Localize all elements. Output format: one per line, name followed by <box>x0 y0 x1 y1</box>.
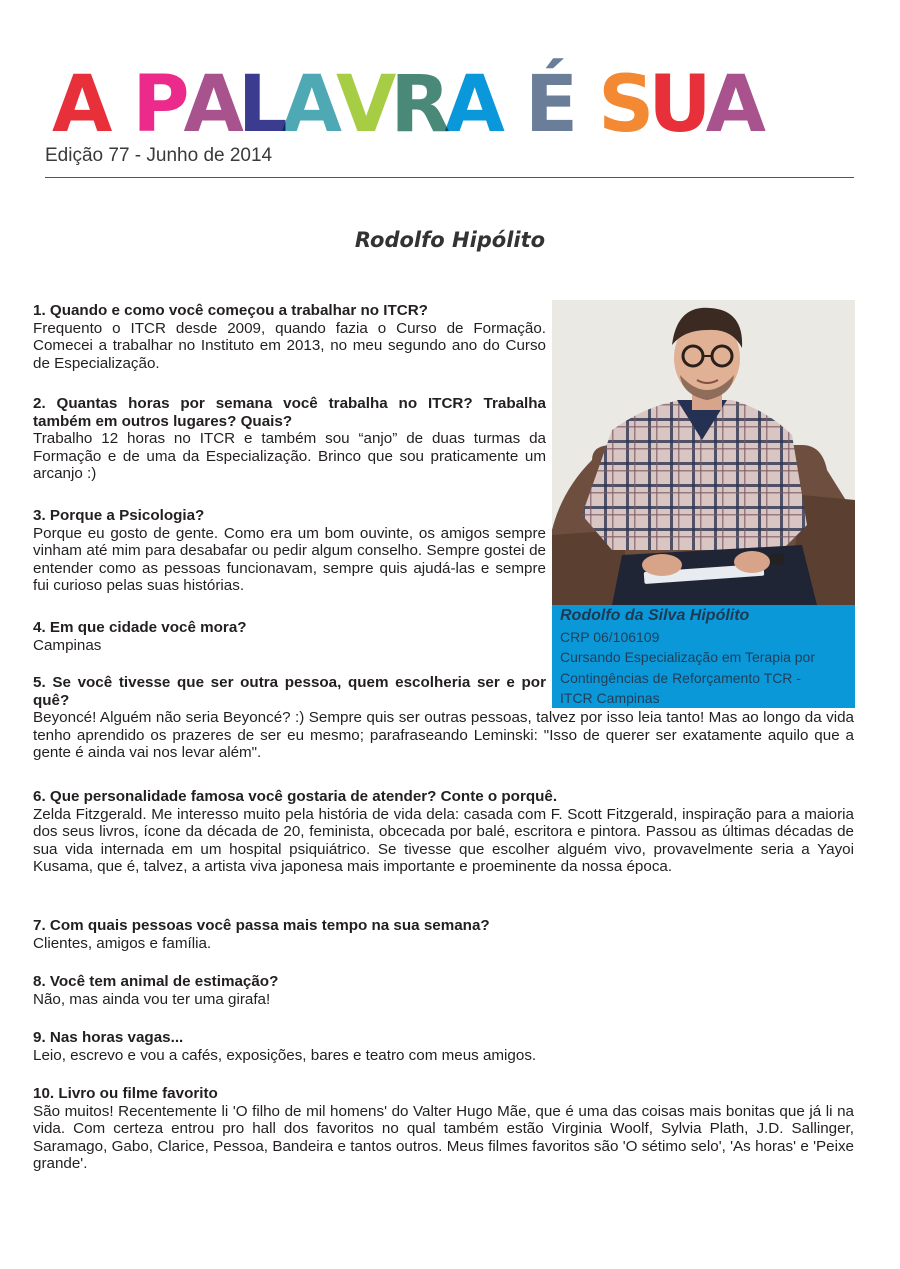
logo-letter: V <box>336 60 391 150</box>
caption-institute: ITCR Campinas <box>560 690 660 706</box>
logo-letter: A <box>444 60 499 150</box>
publication-logo <box>52 60 761 150</box>
logo-letter: R <box>390 60 445 150</box>
qa-item <box>33 1085 854 1173</box>
caption-course-line: Contingências de Reforçamento TCR - <box>560 669 801 686</box>
portrait-photo <box>552 300 855 605</box>
logo-letter: L <box>237 60 282 150</box>
article-title: Rodolfo Hipólito <box>354 228 546 252</box>
qa-item <box>33 788 854 876</box>
header-divider <box>45 177 854 178</box>
answer: Não, mas ainda vou ter uma girafa! <box>33 990 271 1008</box>
logo-letter: A <box>281 60 336 150</box>
logo-letter: U <box>648 60 706 150</box>
question: 6. Que personalidade famosa você gostaria de atender? Conte o porquê. <box>33 788 558 805</box>
question: 5. Se você tivesse que ser outra pessoa, quem escolheria ser e por quê? <box>33 674 546 709</box>
qa-item <box>33 302 546 372</box>
portrait-illustration <box>552 300 855 605</box>
answer: Zelda Fitzgerald. Me interesso muito pela história de vida dela: casada com F. Scott Fitzgerald, inspiração para a maioria dos seus livros, ícone da década de 20, feminista, obcecada por balé, escritora e pintora. Passou as últimas décadas de sua vida internada em um hospital psiquiátrico. Se tivesse que escolher alguém vivo, provavelmente seria a Yayoi Kusama, que é, talvez, a artista viva japonesa mais importante e proeminente da nossa época. <box>33 805 854 876</box>
qa-item <box>33 674 854 762</box>
qa-item <box>33 917 854 952</box>
question: 9. Nas horas vagas... <box>33 1029 184 1046</box>
qa-item <box>33 973 854 1008</box>
logo-letter: A <box>52 60 107 150</box>
logo-letter: A <box>183 60 238 150</box>
question: 1. Quando e como você começou a trabalhar no ITCR? <box>33 302 428 319</box>
logo-letter: P <box>132 60 184 150</box>
qa-item <box>33 507 546 595</box>
logo-letter: A <box>705 60 761 150</box>
caption-course-line: Cursando Especialização em Terapia por <box>560 649 815 665</box>
question: 7. Com quais pessoas você passa mais tempo na sua semana? <box>33 917 490 934</box>
answer: Campinas <box>33 636 102 654</box>
caption-name: Rodolfo da Silva Hipólito <box>560 607 750 624</box>
answer: Beyoncé! Alguém não seria Beyoncé? :) Sempre quis ser outras pessoas, talvez por isso leia tanto! Mas ao longo da vida tenho aprendido os prazeres de ser eu mesmo; parafraseando Leminski: "Isso de querer ser exatamente aquilo que a gente é ainda vai nos levar além". <box>33 709 854 762</box>
question: 8. Você tem animal de estimação? <box>33 973 279 990</box>
answer: Porque eu gosto de gente. Como era um bom ouvinte, os amigos sempre vinham até mim para desabafar ou pedir algum conselho. Sempre gostei de entender como as pessoas funcionavam, sempre quis ajudá-las e sempre fui curioso pelas suas histórias. <box>33 524 546 595</box>
answer: Clientes, amigos e família. <box>33 934 212 952</box>
answer: São muitos! Recentemente li 'O filho de mil homens' do Valter Hugo Mãe, que é uma das coisas mais bonitas que já li na vida. Com certeza entrou pro hall dos favoritos no qual também estão Virginia Woolf, Sylvia Plath, J.D. Sallinger, Saramago, Gabo, Clarice, Pessoa, Bandeira e tantos outros. Meus filmes favoritos são 'O sétimo selo', 'As horas' e 'Peixe grande'. <box>33 1102 854 1173</box>
logo-letter: S <box>598 60 649 150</box>
question: 2. Quantas horas por semana você trabalha no ITCR? Trabalha também em outros lugares? Quais? <box>33 395 546 430</box>
qa-item <box>33 1029 854 1064</box>
answer: Trabalho 12 horas no ITCR e também sou “anjo” de duas turmas da Formação e de uma da Especialização. Brinco que sou praticamente um arcanjo :) <box>33 430 546 483</box>
qa-item <box>33 619 546 654</box>
answer: Frequento o ITCR desde 2009, quando fazia o Curso de Formação. Comecei a trabalhar no Instituto em 2013, no meu segundo ano do Curso de Especialização. <box>33 319 546 372</box>
question: 3. Porque a Psicologia? <box>33 507 205 524</box>
qa-item <box>33 395 546 483</box>
answer: Leio, escrevo e vou a cafés, exposições, bares e teatro com meus amigos. <box>33 1046 537 1064</box>
logo-letter: É <box>524 60 573 150</box>
caption-crp: CRP 06/106109 <box>560 628 660 645</box>
question: 4. Em que cidade você mora? <box>33 619 247 636</box>
edition-label: Edição 77 - Junho de 2014 <box>45 145 273 166</box>
question: 10. Livro ou filme favorito <box>33 1085 218 1102</box>
